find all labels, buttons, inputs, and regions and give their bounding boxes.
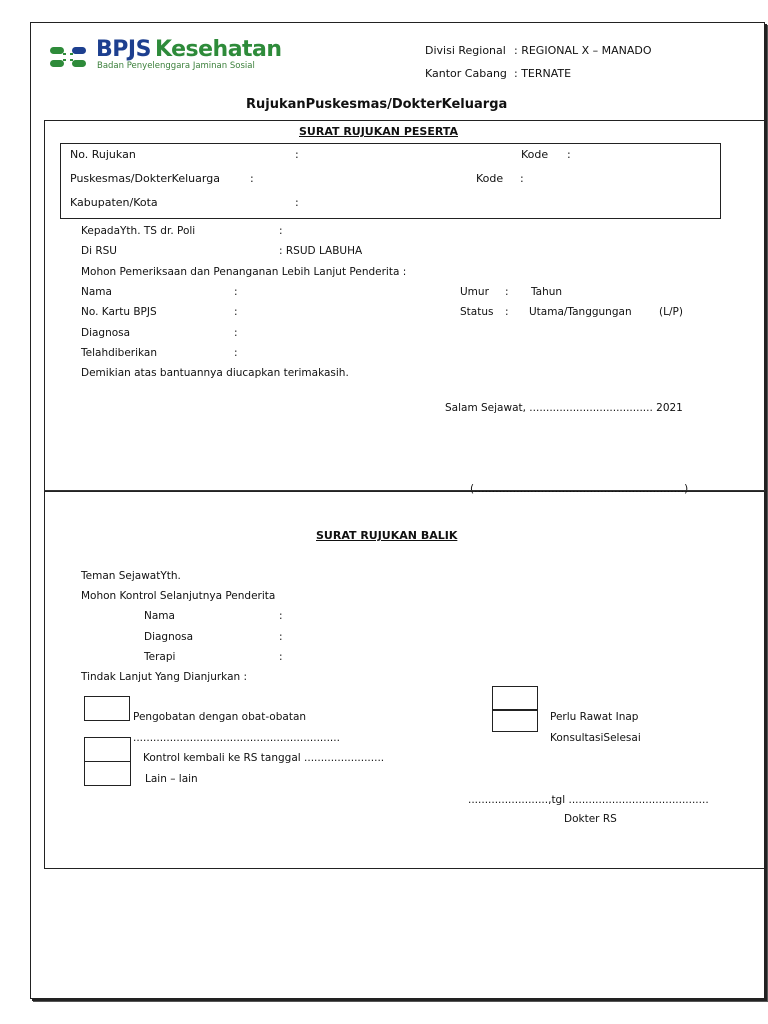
kantor-label: Kantor Cabang — [425, 67, 507, 80]
kode1-label: Kode — [521, 148, 549, 161]
umur-colon: : — [505, 286, 509, 298]
no-rujukan-label: No. Rujukan — [70, 148, 136, 161]
kode2-label: Kode — [476, 172, 504, 185]
puskesmas-colon: : — [250, 172, 254, 185]
divisi-value: : REGIONAL X – MANADO — [514, 44, 652, 57]
umur-label: Umur — [460, 286, 489, 298]
kabupaten-label: Kabupaten/Kota — [70, 196, 158, 209]
logo-subtitle: Badan Penyelenggara Jaminan Sosial — [97, 61, 255, 71]
nama-colon: : — [234, 286, 238, 298]
dokter-rs-text: Dokter RS — [564, 813, 617, 825]
teman-sejawat-text: Teman SejawatYth. — [81, 570, 181, 582]
opt-dotted-label: .............................................................. — [133, 732, 340, 744]
status-value: Utama/Tanggungan — [529, 306, 632, 318]
kode1-colon: : — [567, 148, 571, 161]
checkbox-rawat-inap[interactable] — [492, 686, 538, 711]
opt-pengobatan-label: Pengobatan dengan obat-obatan — [133, 711, 307, 723]
balik-terapi-colon: : — [279, 651, 283, 663]
kabupaten-colon: : — [295, 196, 299, 209]
nama-label: Nama — [81, 286, 112, 298]
kode2-colon: : — [520, 172, 524, 185]
checkbox-lain[interactable] — [84, 761, 131, 786]
rujukan-section-title: SURAT RUJUKAN PESERTA — [299, 125, 458, 138]
puskesmas-label: Puskesmas/DokterKeluarga — [70, 172, 220, 185]
diagnosa-colon: : — [234, 327, 238, 339]
status-lp: (L/P) — [659, 306, 683, 318]
no-rujukan-colon: : — [295, 148, 299, 161]
umur-unit: Tahun — [531, 286, 563, 298]
balik-section-title: SURAT RUJUKAN BALIK — [316, 529, 458, 542]
checkbox-pengobatan[interactable] — [84, 696, 130, 721]
opt-rawat-inap-label: Perlu Rawat Inap — [550, 711, 639, 723]
kepada-colon: : — [279, 225, 283, 237]
mohon-pemeriksaan-text: Mohon Pemeriksaan dan Penanganan Lebih Lanjut Penderita : — [81, 266, 407, 278]
signature-line: (……………………………………………………) — [470, 483, 689, 495]
telahdiberikan-label: Telahdiberikan — [81, 347, 158, 359]
dirsu-value: : RSUD LABUHA — [279, 245, 363, 257]
opt-konsultasi-label: KonsultasiSelesai — [550, 732, 641, 744]
kartu-bpjs-colon: : — [234, 306, 238, 318]
telahdiberikan-colon: : — [234, 347, 238, 359]
logo-brand-bpjs: BPJS — [96, 37, 151, 62]
page-title: RujukanPuskesmas/DokterKeluarga — [246, 97, 508, 112]
dirsu-label: Di RSU — [81, 245, 117, 257]
diagnosa-label: Diagnosa — [81, 327, 131, 339]
balik-nama-label: Nama — [144, 610, 175, 622]
salam-sejawat-text: Salam Sejawat, ..................................... 2021 — [445, 402, 683, 414]
balik-terapi-label: Terapi — [144, 651, 176, 663]
kartu-bpjs-label: No. Kartu BPJS — [81, 306, 157, 318]
checkbox-konsultasi[interactable] — [492, 709, 538, 732]
balik-diagnosa-colon: : — [279, 631, 283, 643]
kantor-value: : TERNATE — [514, 67, 572, 80]
status-label: Status — [460, 306, 494, 318]
tgl-text: ........................,tgl .......................................... — [468, 794, 709, 806]
balik-diagnosa-label: Diagnosa — [144, 631, 194, 643]
status-colon: : — [505, 306, 509, 318]
checkbox-dotted-option[interactable] — [84, 737, 131, 762]
bpjs-logo-icon — [48, 41, 88, 73]
divisi-label: Divisi Regional — [425, 44, 506, 57]
tindak-lanjut-text: Tindak Lanjut Yang Dianjurkan : — [81, 671, 248, 683]
mohon-kontrol-text: Mohon Kontrol Selanjutnya Penderita — [81, 590, 276, 602]
logo-title — [96, 37, 282, 62]
logo-brand-kesehatan: Kesehatan — [154, 37, 282, 62]
opt-lain-label: Lain – lain — [145, 773, 198, 785]
kepada-label: KepadaYth. TS dr. Poli — [81, 225, 196, 237]
demikian-text: Demikian atas bantuannya diucapkan terimakasih. — [81, 367, 349, 379]
opt-kontrol-label: Kontrol kembali ke RS tanggal ........................ — [143, 752, 385, 764]
balik-nama-colon: : — [279, 610, 283, 622]
